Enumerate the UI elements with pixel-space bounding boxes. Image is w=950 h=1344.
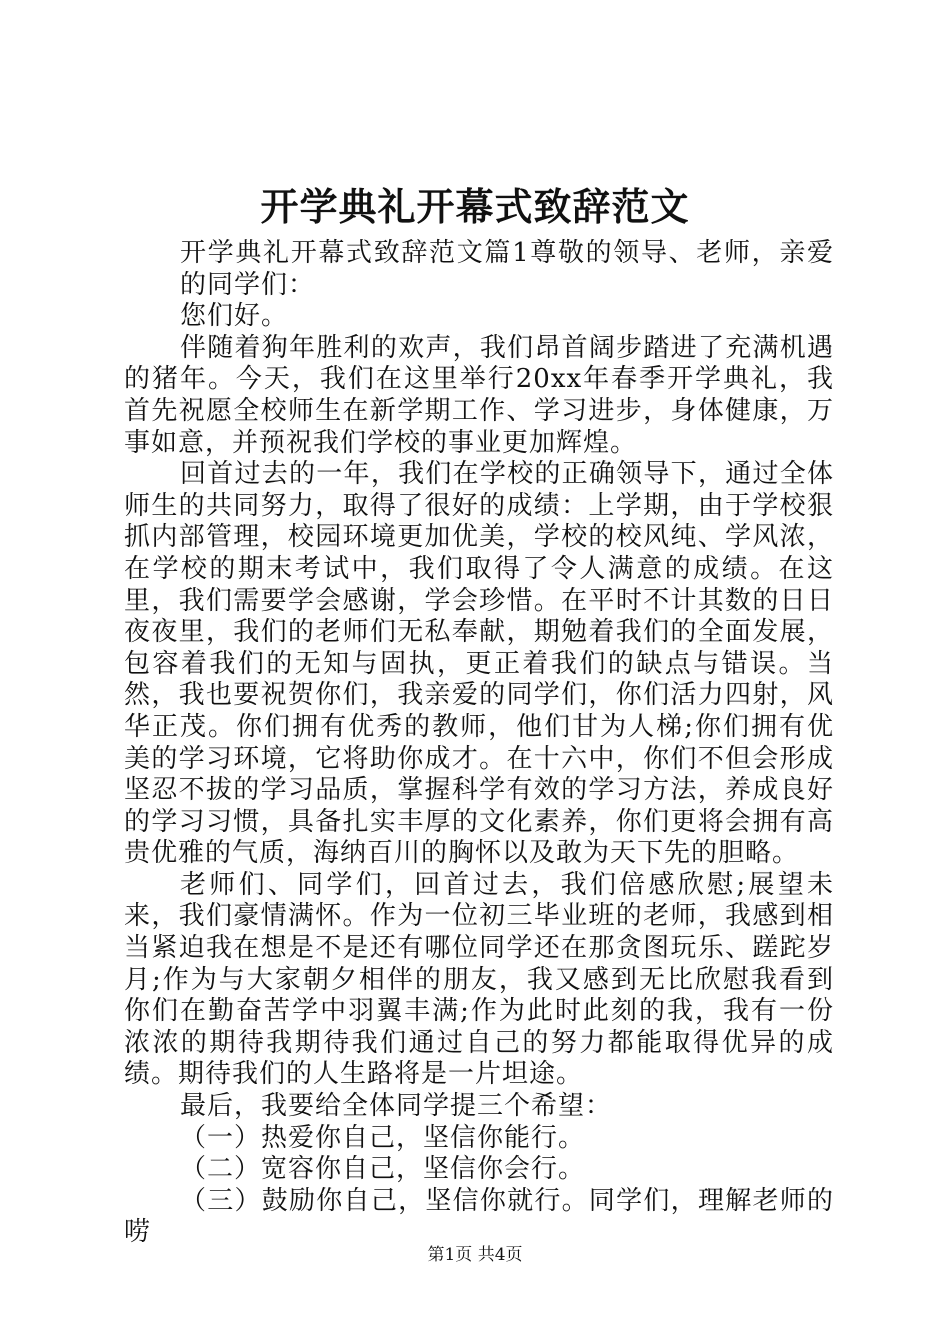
paragraph-hopes-intro: 最后，我要给全体同学提三个希望：: [180, 1091, 613, 1122]
paragraph-review: 回首过去的一年，我们在学校的正确领导下，通过全体师生的共同努力，取得了很好的成绩：上学期，由于学校狠抓内部管理，校园环境更加优美，学校的校风纯、学风浓，在学校的期末考试中，我们取得了令人满意的成绩。在这里，我们需要学会感谢，学会珍惜。在平时不计其数的日日夜夜里，我们的老师们无私奉献，期勉着我们的全面发展，包容着我们的无知与固执，更正着我们的缺点与错误。当然，我也要祝贺你们，我亲爱的同学们，你们活力四射，风华正茂。你们拥有优秀的教师，他们甘为人梯;你们拥有优美的学习环境，它将助你成才。在十六中，你们不但会形成坚忍不拔的学习品质，掌握科学有效的学习方法，养成良好的学习习惯，具备扎实丰厚的文化素养，你们更将会拥有高贵优雅的气质，海纳百川的胸怀以及敢为天下先的胆略。: [124, 459, 834, 869]
paragraph-outlook: 老师们、同学们，回首过去，我们倍感欣慰;展望未来，我们豪情满怀。作为一位初三毕业班的老师，我感到相当紧迫我在想是不是还有哪位同学还在那贪图玩乐、蹉跎岁月;作为与大家朝夕相伴的朋友，我又感到无比欣慰我看到你们在勤奋苦学中羽翼丰满;作为此时此刻的我，我有一份浓浓的期待我期待我们通过自己的努力都能取得优异的成绩。期待我们的人生路将是一片坦途。: [124, 869, 834, 1090]
document-title: 开学典礼开幕式致辞范文: [260, 184, 690, 229]
paragraph-new-year: 伴随着狗年胜利的欢声，我们昂首阔步踏进了充满机遇的猪年。今天，我们在这里举行20xx年春季开学典礼，我首先祝愿全校师生在新学期工作、学习进步，身体健康，万事如意，并预祝我们学校的事业更加辉煌。: [124, 332, 834, 458]
page-number-footer: 第1页 共4页: [427, 1245, 523, 1265]
paragraph-greeting: 开学典礼开幕式致辞范文篇1尊敬的领导、老师，亲爱的同学们：: [180, 238, 834, 300]
paragraph-hello: 您们好。: [180, 301, 289, 332]
paragraph-hope-one: （一）热爱你自己，坚信你能行。: [180, 1122, 586, 1153]
paragraph-hope-three: （三）鼓励你自己，坚信你就行。同学们，理解老师的唠: [124, 1185, 834, 1248]
paragraph-hope-two: （二）宽容你自己，坚信你会行。: [180, 1154, 586, 1185]
document-body: [124, 238, 834, 1249]
